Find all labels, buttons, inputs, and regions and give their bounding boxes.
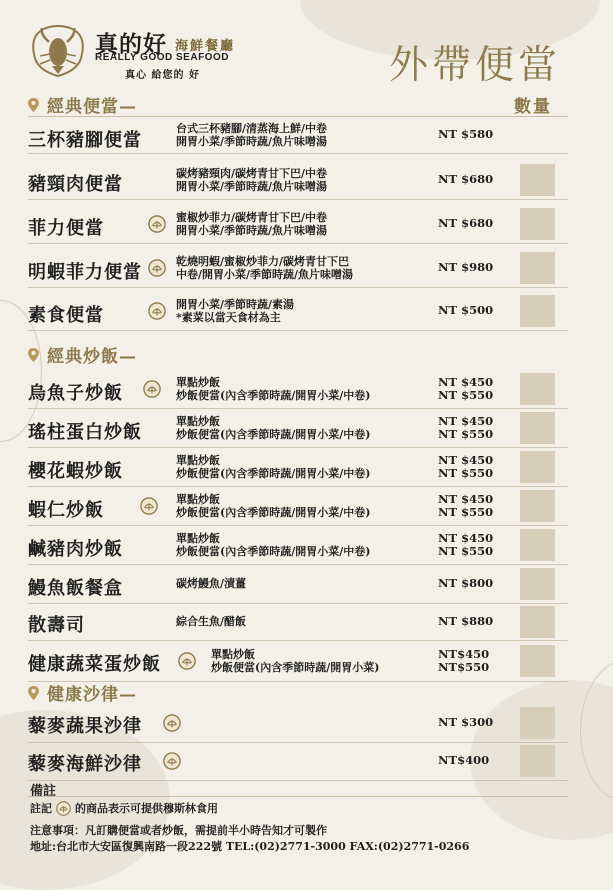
item-name: 健康蔬菜蛋炒飯 [28, 654, 161, 675]
item-description: 中卷/開胃小菜/季節時蔬/魚片味噌湯 [176, 268, 354, 281]
item-price: NT $300 [438, 715, 494, 730]
brand-name-en: REALLY GOOD SEAFOOD [95, 52, 229, 63]
item-price: NT $550 [438, 427, 494, 441]
menu-item-row [28, 604, 568, 641]
item-name: 藜麥蔬果沙律 [28, 716, 142, 737]
menu-item-row [28, 205, 568, 244]
item-price: NT $450 [438, 452, 494, 467]
muslim-friendly-seal-icon [163, 752, 181, 770]
menu-item-row [28, 448, 568, 487]
item-description: 單點炒飯 [176, 453, 220, 467]
item-name: 明蝦菲力便當 [28, 262, 142, 283]
menu-item-row [28, 117, 568, 154]
item-description: 蜜椒炒菲力/碳烤青甘下巴/中卷 [176, 210, 328, 224]
quantity-box[interactable] [520, 252, 555, 284]
section-heading [28, 342, 137, 367]
notes-legend [30, 800, 218, 816]
item-price: NT $800 [438, 576, 494, 591]
location-pin-icon [28, 348, 39, 362]
item-description: 炒飯便當(內含季節時蔬/開胃小菜/中卷) [176, 545, 371, 558]
quantity-box[interactable] [520, 164, 555, 196]
item-price: NT $980 [438, 260, 494, 275]
item-price: NT $680 [438, 172, 494, 187]
item-description: 單點炒飯 [176, 492, 220, 506]
muslim-friendly-seal-icon [56, 801, 71, 816]
item-description: 碳烤豬頸肉/碳烤青甘下巴/中卷 [176, 166, 328, 180]
muslim-friendly-seal-icon [163, 714, 181, 732]
location-pin-icon [28, 98, 39, 112]
location-pin-icon [28, 686, 39, 700]
item-price: NT $450 [438, 374, 494, 389]
item-description: 炒飯便當(內含季節時蔬/開胃小菜/中卷) [176, 506, 371, 519]
item-price: NT $680 [438, 216, 494, 231]
quantity-box[interactable] [520, 451, 555, 483]
item-price: NT $550 [438, 388, 494, 402]
item-name: 鰻魚飯餐盒 [28, 578, 123, 599]
notes-divider [28, 796, 568, 797]
quantity-box[interactable] [520, 707, 555, 739]
item-price: NT $500 [438, 303, 494, 318]
menu-item-row [28, 370, 568, 409]
section-heading [28, 92, 137, 117]
muslim-friendly-seal-icon [143, 380, 161, 398]
quantity-box[interactable] [520, 295, 555, 327]
item-price: NT $450 [438, 491, 494, 506]
item-name: 素食便當 [28, 305, 104, 326]
quantity-box[interactable] [520, 606, 555, 638]
item-price: NT$450 [438, 646, 490, 661]
section-title: 經典便當— [47, 97, 137, 117]
item-description: 單點炒飯 [176, 531, 220, 545]
section-heading [28, 680, 137, 705]
item-name: 蝦仁炒飯 [28, 500, 104, 521]
menu-item-row [28, 526, 568, 565]
item-description: 開胃小菜/季節時蔬/魚片味噌湯 [176, 224, 328, 237]
item-name: 三杯豬腳便當 [28, 130, 142, 151]
muslim-friendly-seal-icon [148, 215, 166, 233]
notes-title: 備註 [30, 784, 57, 799]
menu-item-row [28, 292, 568, 331]
item-description: 單點炒飯 [176, 414, 220, 428]
legend-prefix: 註記 [30, 802, 52, 815]
legend-suffix: 的商品表示可提供穆斯林食用 [75, 802, 218, 815]
quantity-box[interactable] [520, 490, 555, 522]
menu-item-row [28, 704, 568, 743]
item-name: 鹹豬肉炒飯 [28, 539, 123, 560]
item-name: 櫻花蝦炒飯 [28, 461, 123, 482]
item-price: NT $550 [438, 466, 494, 480]
quantity-box[interactable] [520, 208, 555, 240]
item-description: 綜合生魚/醋飯 [176, 615, 247, 629]
item-price: NT $880 [438, 614, 494, 629]
section-title: 健康沙律— [47, 685, 137, 705]
item-description: 台式三杯豬腳/清蒸海上鮮/中卷 [176, 121, 328, 135]
quantity-box[interactable] [520, 568, 555, 600]
item-description: 開胃小菜/季節時蔬/素湯 [176, 297, 295, 311]
item-name: 菲力便當 [28, 218, 104, 239]
item-price: NT$550 [438, 660, 490, 674]
item-description: 單點炒飯 [211, 647, 255, 661]
muslim-friendly-seal-icon [148, 259, 166, 277]
item-name: 散壽司 [28, 615, 85, 636]
item-price: NT$400 [438, 753, 490, 768]
menu-item-row [28, 249, 568, 288]
section-title: 經典炒飯— [47, 347, 137, 367]
quantity-box[interactable] [520, 412, 555, 444]
quantity-box[interactable] [520, 529, 555, 561]
brand-name-zh: 真的好 [95, 31, 167, 58]
menu-item-row [28, 742, 568, 781]
item-description: 開胃小菜/季節時蔬/魚片味噌湯 [176, 135, 328, 148]
menu-item-row [28, 565, 568, 604]
item-description: 乾燒明蝦/蜜椒炒菲力/碳烤青甘下巴 [176, 254, 350, 268]
brand-subtitle-zh: 海鮮餐廳 [175, 39, 236, 54]
item-name: 豬頸肉便當 [28, 174, 123, 195]
quantity-box[interactable] [520, 373, 555, 405]
lobster-logo-icon [28, 24, 88, 80]
muslim-friendly-seal-icon [140, 497, 158, 515]
item-price: NT $550 [438, 505, 494, 519]
quantity-box[interactable] [520, 745, 555, 777]
menu-item-row [28, 409, 568, 448]
item-description: 炒飯便當(內含季節時蔬/開胃小菜/中卷) [176, 467, 371, 480]
quantity-header: 數量 [514, 97, 552, 117]
item-description: 炒飯便當(內含季節時蔬/開胃小菜) [211, 661, 380, 674]
item-name: 瑤柱蛋白炒飯 [28, 422, 142, 443]
page-title: 外帶便當 [388, 43, 561, 88]
item-description: 開胃小菜/季節時蔬/魚片味噌湯 [176, 180, 328, 193]
item-description: *素菜以當天食材為主 [176, 311, 281, 324]
brand-slogan: 真心 給您的 好 [125, 70, 200, 81]
item-description: 炒飯便當(內含季節時蔬/開胃小菜/中卷) [176, 389, 371, 402]
item-name: 藜麥海鮮沙律 [28, 754, 142, 775]
address-line: 地址:台北市大安區復興南路一段222號 TEL:(02)2771-3000 FAX:(02)2771-0266 [30, 840, 470, 853]
item-description: 單點炒飯 [176, 375, 220, 389]
muslim-friendly-seal-icon [148, 302, 166, 320]
item-price: NT $550 [438, 544, 494, 558]
menu-item-row [28, 641, 568, 682]
item-price: NT $450 [438, 530, 494, 545]
quantity-box[interactable] [520, 645, 555, 677]
menu-item-row [28, 487, 568, 526]
item-price: NT $580 [438, 127, 494, 142]
item-price: NT $450 [438, 413, 494, 428]
item-description: 炒飯便當(內含季節時蔬/開胃小菜/中卷) [176, 428, 371, 441]
muslim-friendly-seal-icon [178, 652, 196, 670]
menu-item-row [28, 161, 568, 200]
notes-notice: 注意事項：凡訂購便當或者炒飯，需提前半小時告知才可製作 [30, 824, 327, 837]
item-name: 烏魚子炒飯 [28, 383, 123, 404]
item-description: 碳烤鰻魚/漬薑 [176, 577, 247, 591]
